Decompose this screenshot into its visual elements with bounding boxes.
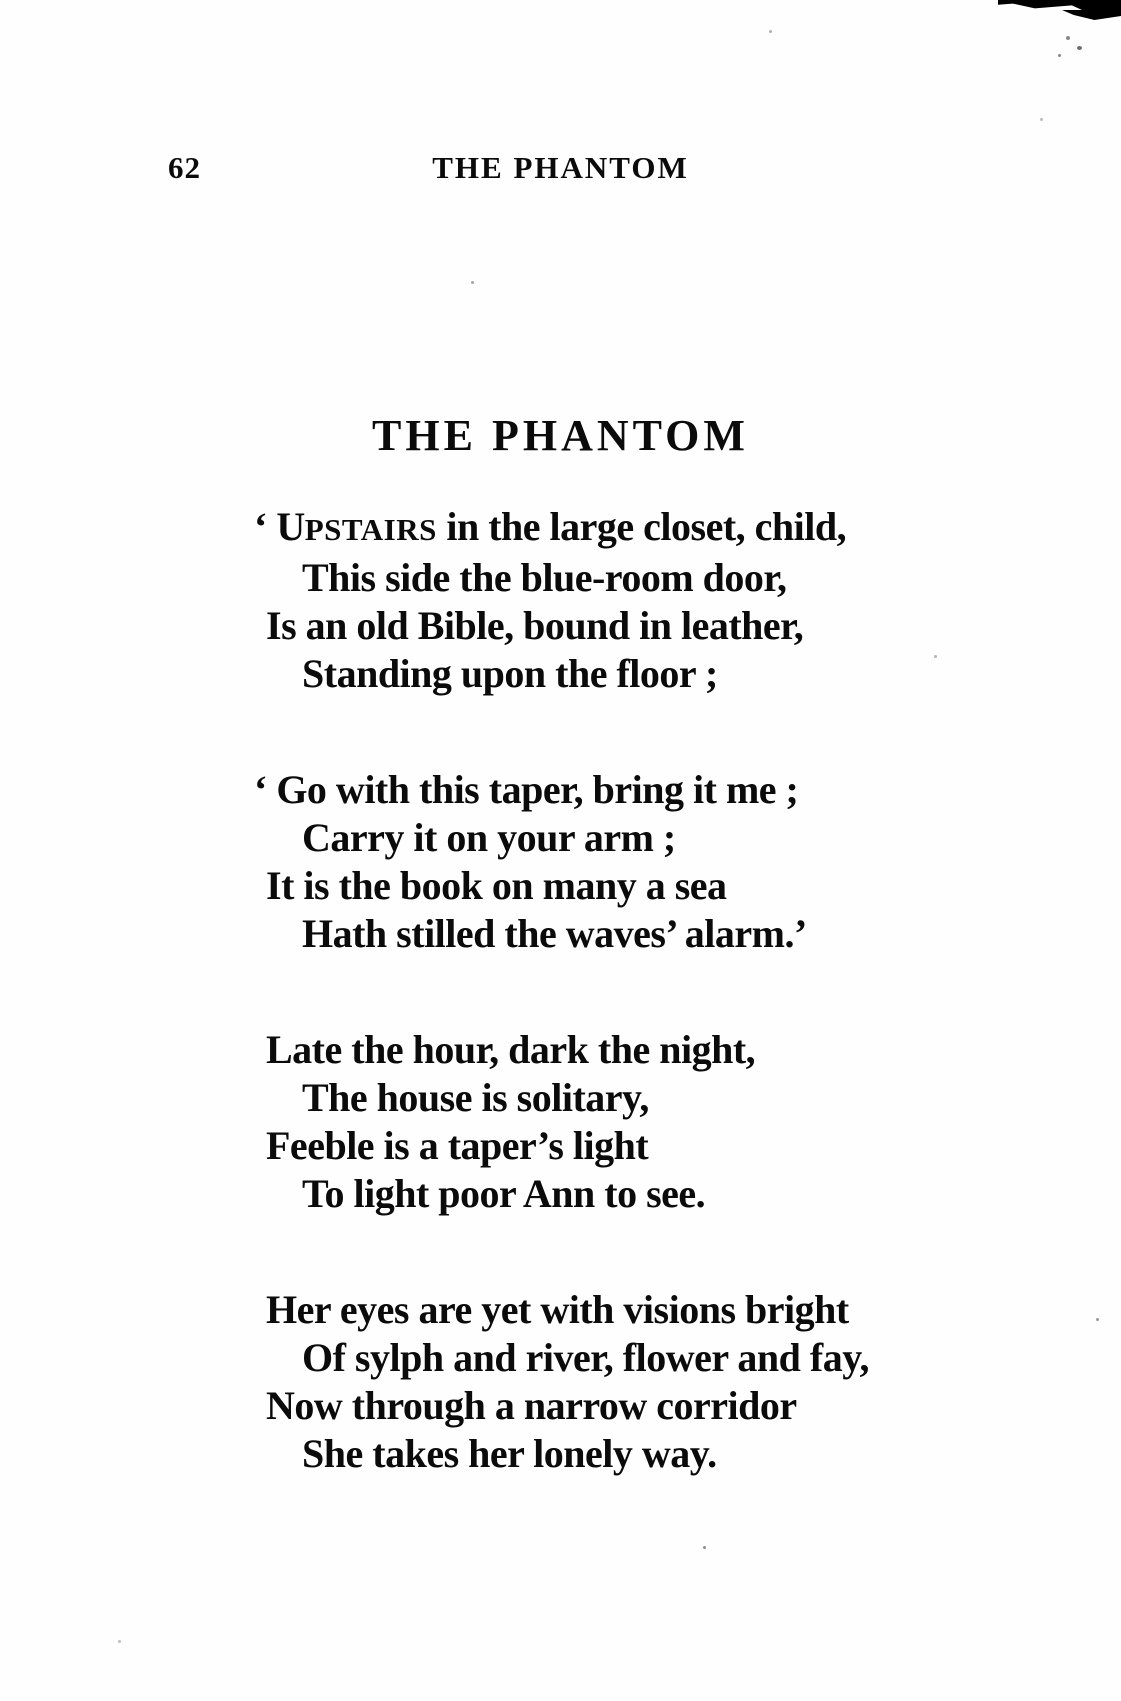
poem-line: The house is solitary, (302, 1075, 649, 1120)
stanza-1 (254, 503, 986, 698)
poem-line: To light poor Ann to see. (302, 1171, 706, 1216)
opening-quote: ‘ (254, 504, 277, 549)
poem-line (254, 503, 986, 554)
poem-line: This side the blue-room door, (302, 555, 787, 600)
poem-line: Is an old Bible, bound in leather, (266, 603, 804, 648)
scan-speck (769, 30, 772, 33)
running-header: THE PHANTOM (432, 150, 689, 185)
poem-line: Now through a narrow corridor (266, 1383, 797, 1428)
scan-speck (1066, 36, 1070, 40)
scan-speck (703, 1546, 706, 1549)
stanza-3 (266, 1026, 986, 1218)
poem-line: Carry it on your arm ; (302, 815, 676, 860)
poem-line: ‘ Go with this taper, bring it me ; (254, 767, 799, 812)
poem-line: Standing upon the floor ; (302, 651, 718, 696)
stanza-2 (254, 766, 986, 958)
lead-capital: U (276, 504, 305, 549)
poem-title: THE PHANTOM (372, 411, 749, 460)
scan-speck (118, 1640, 121, 1643)
poem-line: She takes her lonely way. (302, 1431, 717, 1476)
poem-line: Feeble is a taper’s light (266, 1123, 649, 1168)
smallcaps-word: PSTAIRS (304, 512, 437, 547)
poem-body (254, 503, 986, 1546)
page-header (0, 150, 1121, 190)
page-number: 62 (168, 150, 201, 185)
poem-line: Of sylph and river, flower and fay, (302, 1335, 870, 1380)
poem-line: It is the book on many a sea (266, 863, 727, 908)
poem-line: Late the hour, dark the night, (266, 1027, 756, 1072)
scan-speck (1058, 54, 1061, 57)
scan-artifact-corner-tail (1062, 10, 1121, 20)
line-text: in the large closet, child, (436, 504, 847, 549)
scan-speck (1077, 46, 1082, 50)
poem-line: Hath stilled the waves’ alarm.’ (302, 911, 807, 956)
scan-speck (1040, 118, 1043, 121)
poem-line: Her eyes are yet with visions bright (266, 1287, 849, 1332)
scan-speck (471, 281, 474, 284)
stanza-4 (266, 1286, 986, 1478)
scan-speck (1096, 1318, 1099, 1321)
